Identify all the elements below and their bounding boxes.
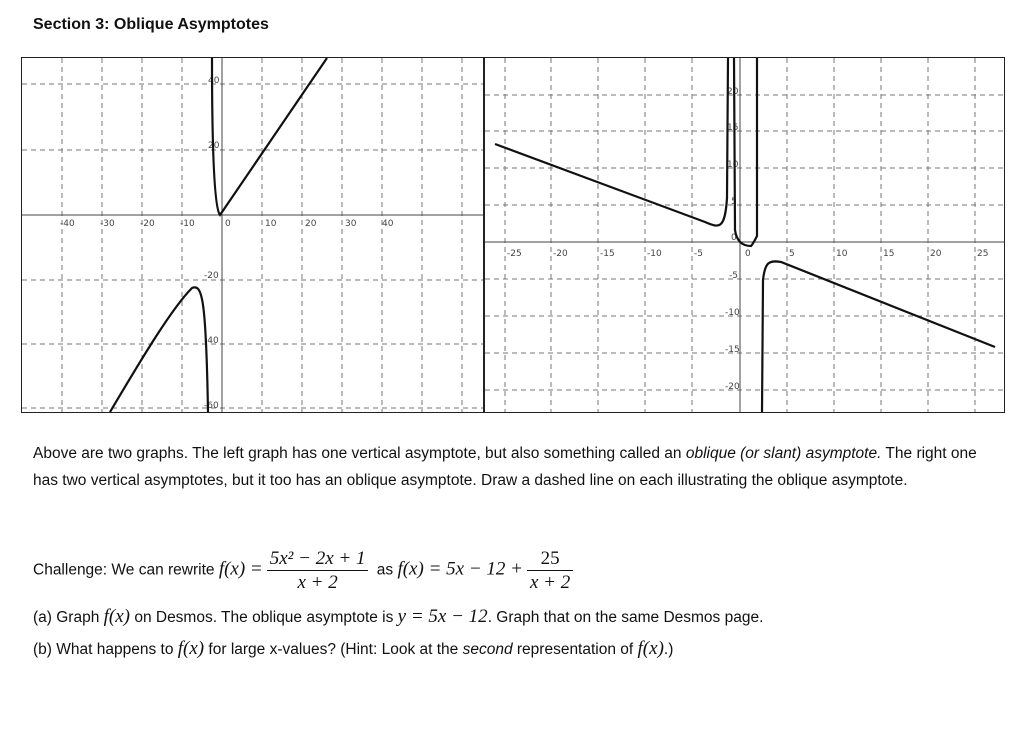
right-y-tick: 15	[727, 123, 739, 133]
right-x-tick: 20	[930, 249, 942, 259]
fraction-original-denominator: x + 2	[297, 572, 338, 593]
graphs-panel	[21, 57, 1005, 413]
challenge-lead: Challenge: We can rewrite	[33, 561, 219, 579]
right-y-tick: -20	[725, 382, 740, 392]
right-y-tick: 0	[731, 233, 737, 243]
asymptote-equation: y = 5x − 12	[397, 606, 488, 627]
part-a-suffix: . Graph that on the same Desmos page.	[487, 609, 764, 626]
part-b-mid: for large x-values? (Hint: Look at the	[204, 641, 463, 658]
part-b-fx2: f(x)	[637, 638, 664, 659]
left-y-tick: 20	[208, 141, 220, 151]
right-x-tick: 0	[745, 249, 751, 259]
challenge-rhs: f(x) = 5x − 12 +	[397, 558, 523, 580]
right-x-tick: 25	[977, 249, 989, 259]
left-y-tick: -60	[204, 401, 219, 411]
right-y-tick: -15	[725, 345, 740, 355]
right-y-tick: -10	[725, 308, 740, 318]
right-curve-right-branch	[762, 261, 995, 412]
right-y-tick: -5	[729, 271, 738, 281]
left-y-tick: 40	[208, 76, 220, 86]
left-curve-left-branch	[110, 287, 208, 412]
part-b-fx: f(x)	[177, 638, 205, 659]
left-x-tick: 30	[345, 219, 357, 229]
challenge-as: as	[372, 561, 398, 579]
challenge-line	[33, 547, 577, 594]
right-y-tick: 10	[727, 160, 739, 170]
right-y-tick: 20	[727, 87, 739, 97]
fraction-remainder	[527, 547, 573, 594]
part-a-fx: f(x)	[103, 606, 131, 627]
intro-sentence-1: Above are two graphs. The left graph has one vertical asymptote, but also something called an	[33, 445, 686, 462]
left-graph-plot	[22, 58, 483, 412]
left-x-tick: -40	[60, 219, 75, 229]
left-x-tick: -10	[180, 219, 195, 229]
left-x-tick: 10	[265, 219, 277, 229]
left-x-tick: 20	[305, 219, 317, 229]
part-b-suffix: .)	[663, 641, 674, 658]
part-b-mid2: representation of	[512, 641, 638, 658]
right-x-tick: 5	[789, 249, 795, 259]
right-x-tick: 10	[836, 249, 848, 259]
intro-paragraph	[33, 440, 993, 494]
right-x-tick: 15	[883, 249, 895, 259]
right-x-tick: -5	[694, 249, 703, 259]
oblique-term: oblique (or slant) asymptote.	[685, 445, 882, 462]
right-graph	[485, 58, 1004, 412]
fraction-remainder-denominator: x + 2	[529, 572, 571, 593]
part-b-prefix: (b) What happens to	[33, 641, 178, 658]
part-a-prefix: (a) Graph	[33, 609, 104, 626]
left-x-tick: 40	[382, 219, 394, 229]
fraction-original-numerator: 5x² − 2x + 1	[267, 547, 369, 571]
left-curve-right-branch	[212, 58, 327, 215]
part-b-second: second	[462, 641, 513, 658]
left-graph	[22, 58, 485, 412]
intro-sentence-2: The right one has two vertical asymptotes, but it too has an oblique asymptote. Draw a dashed line on each illustrating the oblique asymptote.	[33, 445, 977, 489]
left-y-tick: -20	[204, 271, 219, 281]
right-x-tick: -20	[553, 249, 568, 259]
part-a-line	[33, 606, 763, 628]
fraction-remainder-numerator: 25	[527, 547, 573, 571]
right-y-tick: 5	[731, 197, 737, 207]
challenge-fx: f(x) =	[218, 558, 263, 580]
fraction-original	[267, 547, 369, 594]
right-grid	[485, 58, 1004, 412]
left-x-tick: -20	[140, 219, 155, 229]
right-x-tick: -10	[647, 249, 662, 259]
left-x-tick: -30	[100, 219, 115, 229]
left-y-tick: -40	[204, 336, 219, 346]
right-x-tick: -15	[600, 249, 615, 259]
section-title: Section 3: Oblique Asymptotes	[33, 16, 269, 33]
left-grid	[22, 58, 483, 412]
right-graph-plot	[485, 58, 1004, 412]
right-curve-left-branch	[495, 58, 728, 226]
part-b-line	[33, 638, 673, 660]
left-x-tick: 0	[225, 219, 231, 229]
right-x-tick: -25	[507, 249, 522, 259]
part-a-mid: on Desmos. The oblique asymptote is	[130, 609, 398, 626]
